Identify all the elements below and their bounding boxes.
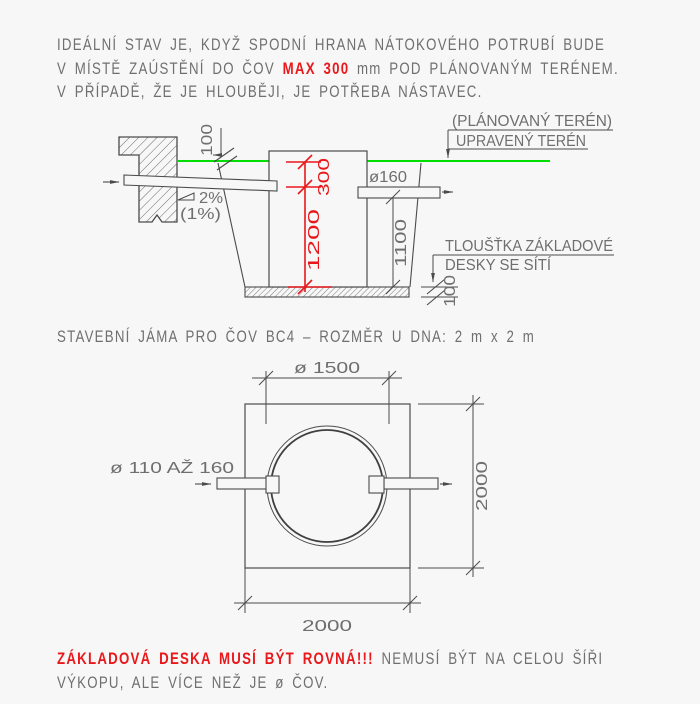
inlet-diameter-label: ø 110 AŽ 160 bbox=[110, 460, 205, 477]
max-depth-highlight: MAX 300 bbox=[282, 58, 350, 78]
plan-outlet-pipe bbox=[384, 478, 438, 489]
footer-line-2: VÝKOPU, ALE VÍCE NEŽ JE ø ČOV. bbox=[57, 672, 329, 692]
slab-callout-line1: TLOUŠŤKA ZÁKLADOVÉ bbox=[445, 238, 630, 255]
pit-width-label: 2000 bbox=[302, 618, 353, 635]
outlet-to-slab-label: 1100 bbox=[393, 232, 410, 267]
slab-warning-highlight: ZÁKLADOVÁ DESKA MUSÍ BÝT ROVNÁ!!! bbox=[57, 649, 374, 668]
outlet-pipe bbox=[358, 187, 440, 198]
tank-depth-label: 1200 bbox=[306, 235, 323, 271]
intro-paragraph bbox=[57, 33, 619, 104]
outlet-diameter-label: ø160 bbox=[369, 169, 408, 186]
plan-drawing bbox=[110, 360, 491, 635]
planned-terrain-label: (PLÁNOVANÝ TERÉN) bbox=[452, 113, 618, 130]
slab-callout-line2: DESKY SE SÍTÍ bbox=[445, 257, 559, 274]
terrain-callout bbox=[448, 111, 618, 158]
inlet-depth-label: 300 bbox=[316, 169, 333, 196]
pit-title: STAVEBNÍ JÁMA PRO ČOV BC4 – ROZMĚR U DNA: 2 m x 2 m bbox=[57, 327, 536, 346]
slope-alt-label: (1%) bbox=[180, 206, 221, 223]
tank-diameter-dimension bbox=[252, 371, 402, 424]
intro-line-1: IDEÁLNÍ STAV JE, KDYŽ SPODNÍ HRANA NÁTOKOVÉHO POTRUBÍ BUDE bbox=[57, 35, 606, 54]
plan-inlet-pipe bbox=[217, 478, 267, 489]
base-slab-hatched bbox=[245, 287, 409, 297]
slope-symbol bbox=[178, 193, 194, 200]
slab-thickness-label: 100 bbox=[442, 280, 459, 307]
pit-depth-label: 2000 bbox=[474, 475, 491, 511]
footer-line-1: ZÁKLADOVÁ DESKA MUSÍ BÝT ROVNÁ!!! NEMUSÍ BÝT NA CELOU ŠÍŘI bbox=[57, 649, 604, 668]
slab-callout bbox=[421, 236, 630, 307]
plan-inlet-coupling bbox=[266, 476, 279, 493]
pit-width-dimension bbox=[234, 568, 421, 613]
footer-note bbox=[57, 647, 603, 694]
section-drawing bbox=[103, 111, 630, 307]
excavation-wall-right bbox=[410, 163, 421, 287]
tank-inner-circle bbox=[271, 430, 383, 542]
adjusted-terrain-label: UPRAVENÝ TERÉN bbox=[456, 133, 602, 150]
tank-diameter-label: ø 1500 bbox=[294, 360, 361, 377]
plan-outlet-coupling bbox=[369, 476, 384, 493]
intro-line-2: V MÍSTĚ ZAÚSTĚNÍ DO ČOV MAX 300 mm POD PLÁNOVANÝM TERÉNEM. bbox=[57, 58, 619, 78]
cover-depth-label: 100 bbox=[199, 129, 216, 156]
slope-main-label: 2% bbox=[199, 190, 223, 207]
intro-line-3: V PŘÍPADĚ, ŽE JE HLOUBĚJI, JE POTŘEBA NÁSTAVEC. bbox=[57, 82, 483, 101]
